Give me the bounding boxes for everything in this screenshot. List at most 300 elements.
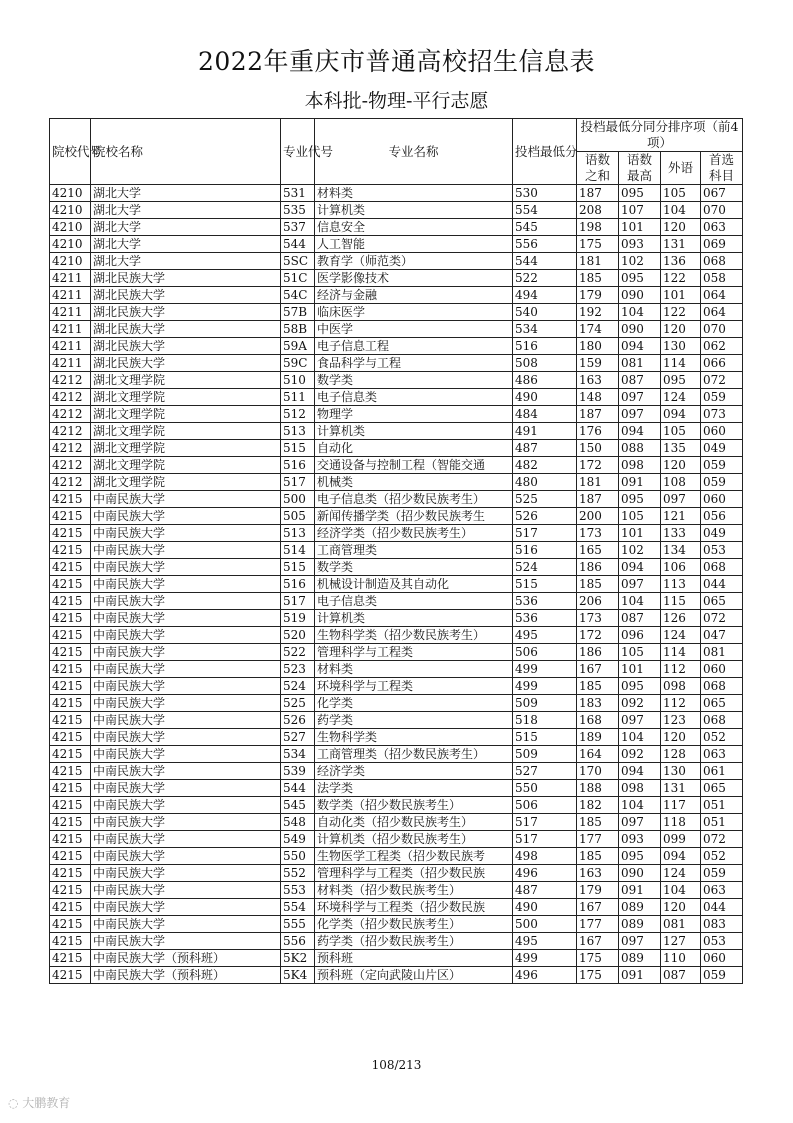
cell-major-name: 医学影像技术 [315, 270, 513, 287]
cell-min-score: 494 [513, 287, 577, 304]
header-min-score: 投档最低分 [513, 119, 577, 185]
cell-elective: 068 [701, 253, 743, 270]
cell-major-name: 计算机类 [315, 610, 513, 627]
cell-yw-sum: 181 [577, 474, 619, 491]
cell-major-code: 5K4 [281, 967, 315, 984]
cell-min-score: 515 [513, 729, 577, 746]
table-row [50, 236, 743, 253]
cell-min-score: 496 [513, 967, 577, 984]
cell-school-code: 4211 [50, 338, 91, 355]
cell-min-score: 498 [513, 848, 577, 865]
cell-major-code: 525 [281, 695, 315, 712]
cell-major-code: 556 [281, 933, 315, 950]
header-major-name: 专业名称 [315, 119, 513, 185]
cell-major-name: 材料类 [315, 661, 513, 678]
cell-major-name: 信息安全 [315, 219, 513, 236]
cell-school-name: 中南民族大学 [91, 763, 281, 780]
table-row [50, 542, 743, 559]
cell-elective: 044 [701, 899, 743, 916]
cell-major-name: 自动化类（招少数民族考生） [315, 814, 513, 831]
cell-major-code: 515 [281, 440, 315, 457]
cell-school-code: 4215 [50, 712, 91, 729]
cell-min-score: 500 [513, 916, 577, 933]
cell-school-name: 湖北文理学院 [91, 389, 281, 406]
cell-school-code: 4210 [50, 236, 91, 253]
cell-elective: 059 [701, 457, 743, 474]
cell-major-name: 食品科学与工程 [315, 355, 513, 372]
cell-yw-sum: 189 [577, 729, 619, 746]
cell-foreign: 131 [661, 780, 701, 797]
cell-yw-sum: 192 [577, 304, 619, 321]
cell-foreign: 131 [661, 236, 701, 253]
cell-yw-max: 104 [619, 304, 661, 321]
cell-elective: 063 [701, 746, 743, 763]
cell-foreign: 110 [661, 950, 701, 967]
table-row [50, 678, 743, 695]
cell-yw-max: 104 [619, 797, 661, 814]
cell-major-name: 环境科学与工程类 [315, 678, 513, 695]
header-tie-group: 投档最低分同分排序项（前4项） [577, 119, 743, 152]
cell-yw-max: 097 [619, 406, 661, 423]
cell-foreign: 118 [661, 814, 701, 831]
cell-major-name: 物理学 [315, 406, 513, 423]
cell-major-code: 513 [281, 525, 315, 542]
cell-min-score: 508 [513, 355, 577, 372]
cell-major-code: 527 [281, 729, 315, 746]
cell-school-code: 4215 [50, 831, 91, 848]
cell-yw-max: 088 [619, 440, 661, 457]
cell-major-code: 549 [281, 831, 315, 848]
cell-yw-sum: 185 [577, 576, 619, 593]
cell-yw-sum: 168 [577, 712, 619, 729]
cell-min-score: 499 [513, 678, 577, 695]
table-row [50, 661, 743, 678]
cell-school-name: 湖北文理学院 [91, 474, 281, 491]
cell-major-name: 管理科学与工程类（招少数民族 [315, 865, 513, 882]
table-row [50, 219, 743, 236]
cell-min-score: 495 [513, 627, 577, 644]
cell-min-score: 490 [513, 899, 577, 916]
cell-foreign: 121 [661, 508, 701, 525]
cell-school-name: 湖北文理学院 [91, 372, 281, 389]
cell-yw-max: 105 [619, 644, 661, 661]
cell-school-code: 4212 [50, 406, 91, 423]
cell-yw-sum: 186 [577, 559, 619, 576]
cell-major-name: 工商管理类（招少数民族考生） [315, 746, 513, 763]
cell-major-code: 552 [281, 865, 315, 882]
cell-yw-sum: 167 [577, 933, 619, 950]
cell-yw-max: 091 [619, 882, 661, 899]
cell-yw-max: 095 [619, 270, 661, 287]
cell-foreign: 133 [661, 525, 701, 542]
cell-major-code: 522 [281, 644, 315, 661]
cell-major-code: 554 [281, 899, 315, 916]
cell-yw-sum: 167 [577, 899, 619, 916]
table-row [50, 882, 743, 899]
cell-min-score: 487 [513, 440, 577, 457]
cell-foreign: 130 [661, 763, 701, 780]
cell-school-name: 中南民族大学 [91, 644, 281, 661]
cell-school-code: 4215 [50, 746, 91, 763]
cell-elective: 069 [701, 236, 743, 253]
table-row [50, 797, 743, 814]
cell-foreign: 106 [661, 559, 701, 576]
cell-major-code: 51C [281, 270, 315, 287]
cell-major-name: 管理科学与工程类 [315, 644, 513, 661]
table-row [50, 202, 743, 219]
cell-min-score: 509 [513, 695, 577, 712]
cell-major-name: 经济学类 [315, 763, 513, 780]
cell-major-code: 510 [281, 372, 315, 389]
cell-major-code: 59A [281, 338, 315, 355]
cell-school-code: 4210 [50, 202, 91, 219]
cell-major-name: 新闻传播学类（招少数民族考生 [315, 508, 513, 525]
table-row [50, 814, 743, 831]
cell-foreign: 120 [661, 457, 701, 474]
cell-school-code: 4215 [50, 933, 91, 950]
cell-yw-max: 097 [619, 389, 661, 406]
table-row [50, 712, 743, 729]
cell-yw-sum: 182 [577, 797, 619, 814]
cell-school-code: 4215 [50, 780, 91, 797]
cell-elective: 060 [701, 661, 743, 678]
cell-elective: 059 [701, 865, 743, 882]
cell-school-name: 中南民族大学 [91, 593, 281, 610]
cell-major-code: 555 [281, 916, 315, 933]
table-row [50, 355, 743, 372]
cell-major-name: 数学类 [315, 372, 513, 389]
cell-major-code: 548 [281, 814, 315, 831]
cell-elective: 051 [701, 814, 743, 831]
header-school-name: 院校名称 [91, 119, 281, 185]
cell-school-code: 4215 [50, 797, 91, 814]
cell-foreign: 115 [661, 593, 701, 610]
cell-yw-max: 102 [619, 253, 661, 270]
cell-major-code: 517 [281, 593, 315, 610]
table-row [50, 321, 743, 338]
cell-major-code: 520 [281, 627, 315, 644]
cell-min-score: 526 [513, 508, 577, 525]
cell-min-score: 530 [513, 185, 577, 202]
cell-school-code: 4215 [50, 678, 91, 695]
cell-yw-sum: 175 [577, 236, 619, 253]
cell-min-score: 545 [513, 219, 577, 236]
cell-school-code: 4215 [50, 763, 91, 780]
cell-school-code: 4210 [50, 219, 91, 236]
cell-school-name: 湖北大学 [91, 236, 281, 253]
cell-elective: 059 [701, 389, 743, 406]
cell-major-name: 数学类（招少数民族考生） [315, 797, 513, 814]
cell-yw-sum: 200 [577, 508, 619, 525]
cell-foreign: 105 [661, 423, 701, 440]
table-row [50, 865, 743, 882]
cell-school-name: 中南民族大学 [91, 491, 281, 508]
cell-foreign: 135 [661, 440, 701, 457]
cell-foreign: 108 [661, 474, 701, 491]
cell-foreign: 124 [661, 389, 701, 406]
cell-yw-sum: 165 [577, 542, 619, 559]
table-row [50, 695, 743, 712]
table-row [50, 763, 743, 780]
cell-major-name: 中医学 [315, 321, 513, 338]
cell-school-code: 4215 [50, 610, 91, 627]
cell-yw-sum: 159 [577, 355, 619, 372]
cell-major-code: 516 [281, 457, 315, 474]
cell-yw-sum: 198 [577, 219, 619, 236]
cell-min-score: 536 [513, 610, 577, 627]
cell-elective: 049 [701, 525, 743, 542]
cell-yw-sum: 167 [577, 661, 619, 678]
cell-yw-sum: 177 [577, 916, 619, 933]
table-row [50, 525, 743, 542]
cell-min-score: 499 [513, 950, 577, 967]
cell-major-name: 机械设计制造及其自动化 [315, 576, 513, 593]
watermark-text: 大鹏教育 [22, 1096, 71, 1110]
cell-yw-sum: 164 [577, 746, 619, 763]
table-row [50, 389, 743, 406]
cell-yw-max: 096 [619, 627, 661, 644]
cell-school-name: 湖北民族大学 [91, 338, 281, 355]
cell-yw-sum: 187 [577, 185, 619, 202]
table-row [50, 950, 743, 967]
cell-school-name: 中南民族大学 [91, 678, 281, 695]
cell-yw-max: 093 [619, 831, 661, 848]
cell-school-code: 4215 [50, 542, 91, 559]
cell-major-name: 工商管理类 [315, 542, 513, 559]
cell-elective: 072 [701, 372, 743, 389]
cell-elective: 064 [701, 304, 743, 321]
cell-major-code: 539 [281, 763, 315, 780]
table-row [50, 253, 743, 270]
cell-school-code: 4215 [50, 695, 91, 712]
cell-yw-max: 087 [619, 610, 661, 627]
cell-yw-sum: 179 [577, 882, 619, 899]
cell-school-name: 湖北民族大学 [91, 270, 281, 287]
cell-yw-sum: 187 [577, 491, 619, 508]
cell-yw-max: 105 [619, 508, 661, 525]
cell-yw-max: 092 [619, 746, 661, 763]
cell-school-code: 4215 [50, 525, 91, 542]
cell-major-code: 511 [281, 389, 315, 406]
cell-elective: 065 [701, 695, 743, 712]
cell-major-name: 化学类 [315, 695, 513, 712]
cell-major-name: 环境科学与工程类（招少数民族 [315, 899, 513, 916]
cell-elective: 062 [701, 338, 743, 355]
cell-elective: 065 [701, 593, 743, 610]
cell-school-name: 中南民族大学 [91, 559, 281, 576]
cell-elective: 052 [701, 729, 743, 746]
cell-min-score: 516 [513, 542, 577, 559]
cell-school-code: 4212 [50, 440, 91, 457]
cell-elective: 066 [701, 355, 743, 372]
cell-yw-max: 101 [619, 661, 661, 678]
table-row [50, 423, 743, 440]
cell-major-code: 58B [281, 321, 315, 338]
cell-major-code: 523 [281, 661, 315, 678]
cell-school-name: 中南民族大学 [91, 576, 281, 593]
cell-major-name: 法学类 [315, 780, 513, 797]
cell-yw-max: 094 [619, 763, 661, 780]
cell-school-name: 中南民族大学 [91, 695, 281, 712]
cell-min-score: 536 [513, 593, 577, 610]
cell-school-code: 4215 [50, 593, 91, 610]
cell-min-score: 517 [513, 814, 577, 831]
cell-major-name: 化学类（招少数民族考生） [315, 916, 513, 933]
cell-major-code: 5SC [281, 253, 315, 270]
cell-min-score: 517 [513, 831, 577, 848]
table-row [50, 933, 743, 950]
cell-min-score: 518 [513, 712, 577, 729]
watermark-logo: ◌ 大鹏教育 [8, 1096, 71, 1110]
cell-major-code: 5K2 [281, 950, 315, 967]
cell-major-name: 生物医学工程类（招少数民族考 [315, 848, 513, 865]
cell-elective: 060 [701, 491, 743, 508]
cell-yw-sum: 181 [577, 253, 619, 270]
cell-foreign: 120 [661, 321, 701, 338]
cell-school-code: 4211 [50, 270, 91, 287]
cell-min-score: 525 [513, 491, 577, 508]
cell-major-code: 553 [281, 882, 315, 899]
cell-min-score: 490 [513, 389, 577, 406]
cell-elective: 083 [701, 916, 743, 933]
table-row [50, 406, 743, 423]
cell-min-score: 482 [513, 457, 577, 474]
table-row [50, 899, 743, 916]
cell-major-code: 535 [281, 202, 315, 219]
cell-major-code: 514 [281, 542, 315, 559]
cell-major-name: 数学类 [315, 559, 513, 576]
cell-foreign: 087 [661, 967, 701, 984]
cell-foreign: 120 [661, 729, 701, 746]
cell-elective: 049 [701, 440, 743, 457]
cell-elective: 053 [701, 933, 743, 950]
cell-yw-max: 095 [619, 491, 661, 508]
cell-elective: 056 [701, 508, 743, 525]
cell-foreign: 136 [661, 253, 701, 270]
cell-major-code: 505 [281, 508, 315, 525]
table-row [50, 508, 743, 525]
cell-school-name: 湖北民族大学 [91, 355, 281, 372]
header-elective: 首选科目 [701, 152, 743, 185]
cell-foreign: 112 [661, 695, 701, 712]
cell-elective: 060 [701, 950, 743, 967]
cell-school-code: 4212 [50, 423, 91, 440]
page-number: 108/213 [371, 1058, 422, 1072]
table-row [50, 287, 743, 304]
cell-yw-max: 097 [619, 712, 661, 729]
cell-school-name: 湖北文理学院 [91, 457, 281, 474]
header-school-code: 院校代号 [50, 119, 91, 185]
cell-school-name: 湖北民族大学 [91, 287, 281, 304]
cell-school-code: 4210 [50, 185, 91, 202]
cell-elective: 067 [701, 185, 743, 202]
cell-foreign: 081 [661, 916, 701, 933]
cell-foreign: 127 [661, 933, 701, 950]
cell-school-name: 中南民族大学 [91, 729, 281, 746]
cell-school-name: 中南民族大学 [91, 848, 281, 865]
cell-school-name: 中南民族大学 [91, 899, 281, 916]
cell-elective: 053 [701, 542, 743, 559]
cell-yw-sum: 180 [577, 338, 619, 355]
cell-major-name: 教育学（师范类） [315, 253, 513, 270]
cell-foreign: 126 [661, 610, 701, 627]
cell-foreign: 104 [661, 882, 701, 899]
cell-yw-sum: 173 [577, 525, 619, 542]
table-row [50, 848, 743, 865]
cell-elective: 063 [701, 219, 743, 236]
cell-yw-sum: 148 [577, 389, 619, 406]
cell-major-code: 57B [281, 304, 315, 321]
cell-foreign: 120 [661, 899, 701, 916]
cell-major-name: 电子信息类 [315, 593, 513, 610]
header-foreign: 外语 [661, 152, 701, 185]
cell-min-score: 540 [513, 304, 577, 321]
cell-major-code: 544 [281, 780, 315, 797]
cell-yw-sum: 188 [577, 780, 619, 797]
cell-yw-sum: 175 [577, 950, 619, 967]
cell-elective: 051 [701, 797, 743, 814]
cell-min-score: 480 [513, 474, 577, 491]
cell-foreign: 094 [661, 406, 701, 423]
header-yw-sum: 语数之和 [577, 152, 619, 185]
header-major-code: 专业代号 [281, 119, 315, 185]
cell-school-name: 湖北文理学院 [91, 440, 281, 457]
cell-school-code: 4215 [50, 508, 91, 525]
table-row [50, 831, 743, 848]
cell-major-name: 交通设备与控制工程（智能交通 [315, 457, 513, 474]
cell-yw-sum: 172 [577, 627, 619, 644]
cell-school-code: 4215 [50, 491, 91, 508]
cell-major-name: 计算机类 [315, 423, 513, 440]
cell-elective: 072 [701, 610, 743, 627]
cell-school-name: 中南民族大学 [91, 508, 281, 525]
cell-major-code: 515 [281, 559, 315, 576]
cell-elective: 072 [701, 831, 743, 848]
cell-foreign: 112 [661, 661, 701, 678]
cell-foreign: 124 [661, 865, 701, 882]
cell-yw-sum: 208 [577, 202, 619, 219]
cell-school-name: 湖北民族大学 [91, 304, 281, 321]
cell-yw-max: 102 [619, 542, 661, 559]
table-row [50, 474, 743, 491]
cell-min-score: 516 [513, 338, 577, 355]
cell-major-code: 517 [281, 474, 315, 491]
cell-school-code: 4212 [50, 389, 91, 406]
cell-yw-sum: 173 [577, 610, 619, 627]
table-row [50, 372, 743, 389]
cell-yw-max: 090 [619, 321, 661, 338]
cell-yw-max: 091 [619, 474, 661, 491]
cell-yw-max: 097 [619, 933, 661, 950]
cell-school-name: 湖北大学 [91, 253, 281, 270]
table-row [50, 491, 743, 508]
cell-yw-max: 097 [619, 576, 661, 593]
cell-school-code: 4211 [50, 321, 91, 338]
cell-school-code: 4215 [50, 848, 91, 865]
cell-min-score: 499 [513, 661, 577, 678]
cell-major-code: 537 [281, 219, 315, 236]
cell-major-code: 54C [281, 287, 315, 304]
cell-major-name: 预科班 [315, 950, 513, 967]
cell-school-name: 中南民族大学 [91, 661, 281, 678]
cell-school-code: 4215 [50, 644, 91, 661]
cell-school-name: 中南民族大学 [91, 865, 281, 882]
cell-min-score: 484 [513, 406, 577, 423]
cell-min-score: 554 [513, 202, 577, 219]
cell-major-code: 59C [281, 355, 315, 372]
cell-yw-max: 104 [619, 593, 661, 610]
cell-foreign: 097 [661, 491, 701, 508]
